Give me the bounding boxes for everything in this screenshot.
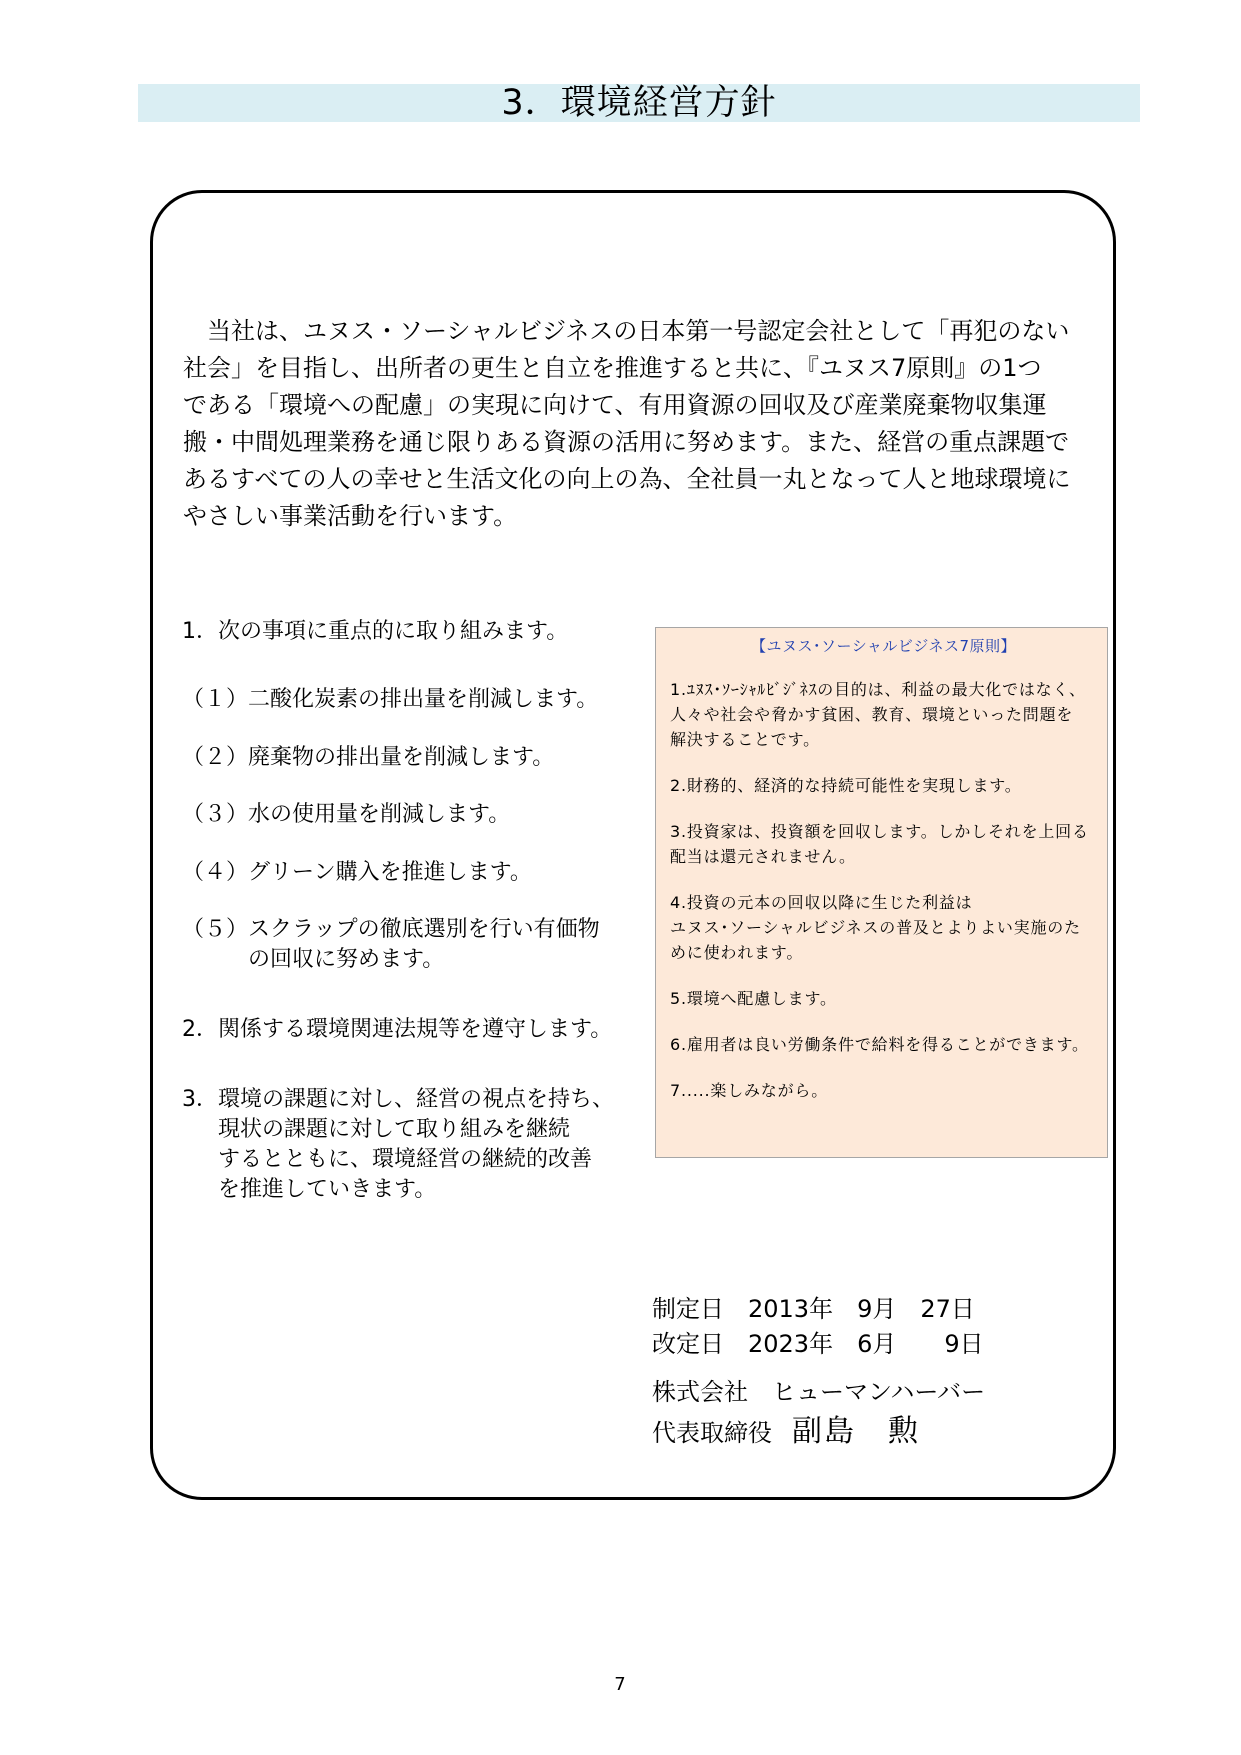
principle-line: ユヌス･ソーシャルビジネスの普及とよりよい実施のた xyxy=(670,918,1081,937)
policy-subitem xyxy=(182,685,627,715)
principle-line: 7.....楽しみながら。 xyxy=(670,1081,829,1100)
principle-item xyxy=(670,986,1097,1011)
intro-line: やさしい事業活動を行います。 xyxy=(183,502,518,530)
principle-line: 1.ﾕﾇｽ･ｿｰｼｬﾙﾋﾞｼﾞﾈｽの目的は、利益の最大化ではなく、 xyxy=(670,680,1086,699)
principle-line: 5.環境へ配慮します。 xyxy=(670,989,837,1008)
policy-subitem-text xyxy=(248,858,532,888)
principle-line: 2.財務的、経済的な持続可能性を実現します。 xyxy=(670,776,1022,795)
policy-subitem-line: 水の使用量を削減します。 xyxy=(248,802,511,827)
policy-subitem xyxy=(182,800,627,830)
policy-item-line: するとともに、環境経営の継続的改善 xyxy=(218,1147,593,1172)
policy-item-text xyxy=(218,1015,612,1045)
policy-item-text xyxy=(218,617,568,647)
policy-subitem xyxy=(182,858,627,888)
principles-box xyxy=(655,627,1108,1158)
policy-item-line: 関係する環境関連法規等を遵守します。 xyxy=(218,1017,613,1042)
principles-title: 【ユヌス･ソーシャルビジネス7原則】 xyxy=(751,637,1016,655)
policy-subitem-text xyxy=(248,800,510,830)
principles-list xyxy=(670,677,1097,1103)
principle-line: 解決することです。 xyxy=(670,730,820,749)
intro-line: 当社は、ユヌス・ソーシャルビジネスの日本第一号認定会社として「再犯のない xyxy=(183,317,1070,345)
policy-subitem-line: の回収に努めます。 xyxy=(248,947,445,972)
policy-item-text xyxy=(218,1085,614,1205)
policy-subitem-line: グリーン購入を推進します。 xyxy=(248,859,532,885)
policy-subitem-number: （１） xyxy=(182,687,249,712)
principle-line: 配当は還元されません。 xyxy=(670,847,856,866)
signature-block xyxy=(652,1292,985,1453)
representative-title: 代表取締役 xyxy=(652,1419,772,1447)
principle-line: 3.投資家は、投資額を回収します。しかしそれを上回る xyxy=(670,822,1089,841)
representative-name: 副島 勲 xyxy=(792,1414,920,1449)
policy-item xyxy=(182,617,627,647)
policy-item xyxy=(182,1015,627,1045)
policy-item-line: 次の事項に重点的に取り組みます。 xyxy=(218,619,569,644)
policy-item-line: 現状の課題に対して取り組みを継続 xyxy=(218,1117,571,1142)
policy-subitem-number: （２） xyxy=(182,744,249,770)
policy-subitem-text xyxy=(248,743,554,773)
section-header-band xyxy=(138,84,1140,122)
policy-subitem-line: 廃棄物の排出量を削減します。 xyxy=(248,744,555,770)
policy-subitem-number: （３） xyxy=(182,802,249,827)
company-name: 株式会社 ヒューマンハーバー xyxy=(652,1378,986,1406)
policy-subitem-line: 二酸化炭素の排出量を削減します。 xyxy=(248,687,599,712)
policy-item-number: 2． xyxy=(182,1017,218,1042)
principle-item xyxy=(670,773,1097,798)
principle-item xyxy=(670,1032,1097,1057)
policy-subitem-number: （４） xyxy=(182,859,249,885)
policy-item-number: 1． xyxy=(182,619,218,644)
principle-line: 6.雇用者は良い労働条件で給料を得ることができます。 xyxy=(670,1035,1089,1054)
principle-line: 人々や社会や脅かす貧困、教育、環境といった問題を xyxy=(670,705,1074,724)
policy-subitem-line: スクラップの徹底選別を行い有価物 xyxy=(248,917,600,942)
principle-line: めに使われます。 xyxy=(670,943,804,962)
policy-item-line: 環境の課題に対し、経営の視点を持ち、 xyxy=(218,1087,615,1112)
policy-subitem xyxy=(182,743,627,773)
policy-subitem-text xyxy=(248,685,598,715)
intro-paragraph xyxy=(183,313,1071,535)
policy-subitem-text xyxy=(248,915,600,975)
intro-line: あるすべての人の幸せと生活文化の向上の為、全社員一丸となって人と地球環境に xyxy=(183,465,1071,493)
policy-subitem xyxy=(182,915,627,975)
revised-date: 改定日 2023年 6月 9日 xyxy=(652,1330,984,1358)
principle-item xyxy=(670,819,1097,869)
intro-line: である「環境への配慮」の実現に向けて、有用資源の回収及び産業廃棄物収集運 xyxy=(183,391,1047,419)
policy-item-number: 3． xyxy=(182,1087,218,1112)
policy-subitem-number: （５） xyxy=(182,917,249,942)
page-number: 7 xyxy=(614,1674,626,1695)
principle-item xyxy=(670,890,1097,965)
policy-item xyxy=(182,1085,627,1205)
established-date: 制定日 2013年 9月 27日 xyxy=(652,1295,975,1323)
section-title: 3．環境経営方針 xyxy=(501,83,777,123)
principle-line: 4.投資の元本の回収以降に生じた利益は xyxy=(670,893,973,912)
intro-line: 社会」を目指し、出所者の更生と自立を推進すると共に、『ユヌス7原則』の1つ xyxy=(183,354,1042,382)
representative-line xyxy=(652,1412,985,1453)
principle-item xyxy=(670,677,1097,752)
policy-item-line: を推進していきます。 xyxy=(218,1177,437,1202)
principle-item xyxy=(670,1078,1097,1103)
policy-list xyxy=(182,617,627,1205)
intro-line: 搬・中間処理業務を通じ限りある資源の活用に努めます。また、経営の重点課題で xyxy=(183,428,1070,456)
